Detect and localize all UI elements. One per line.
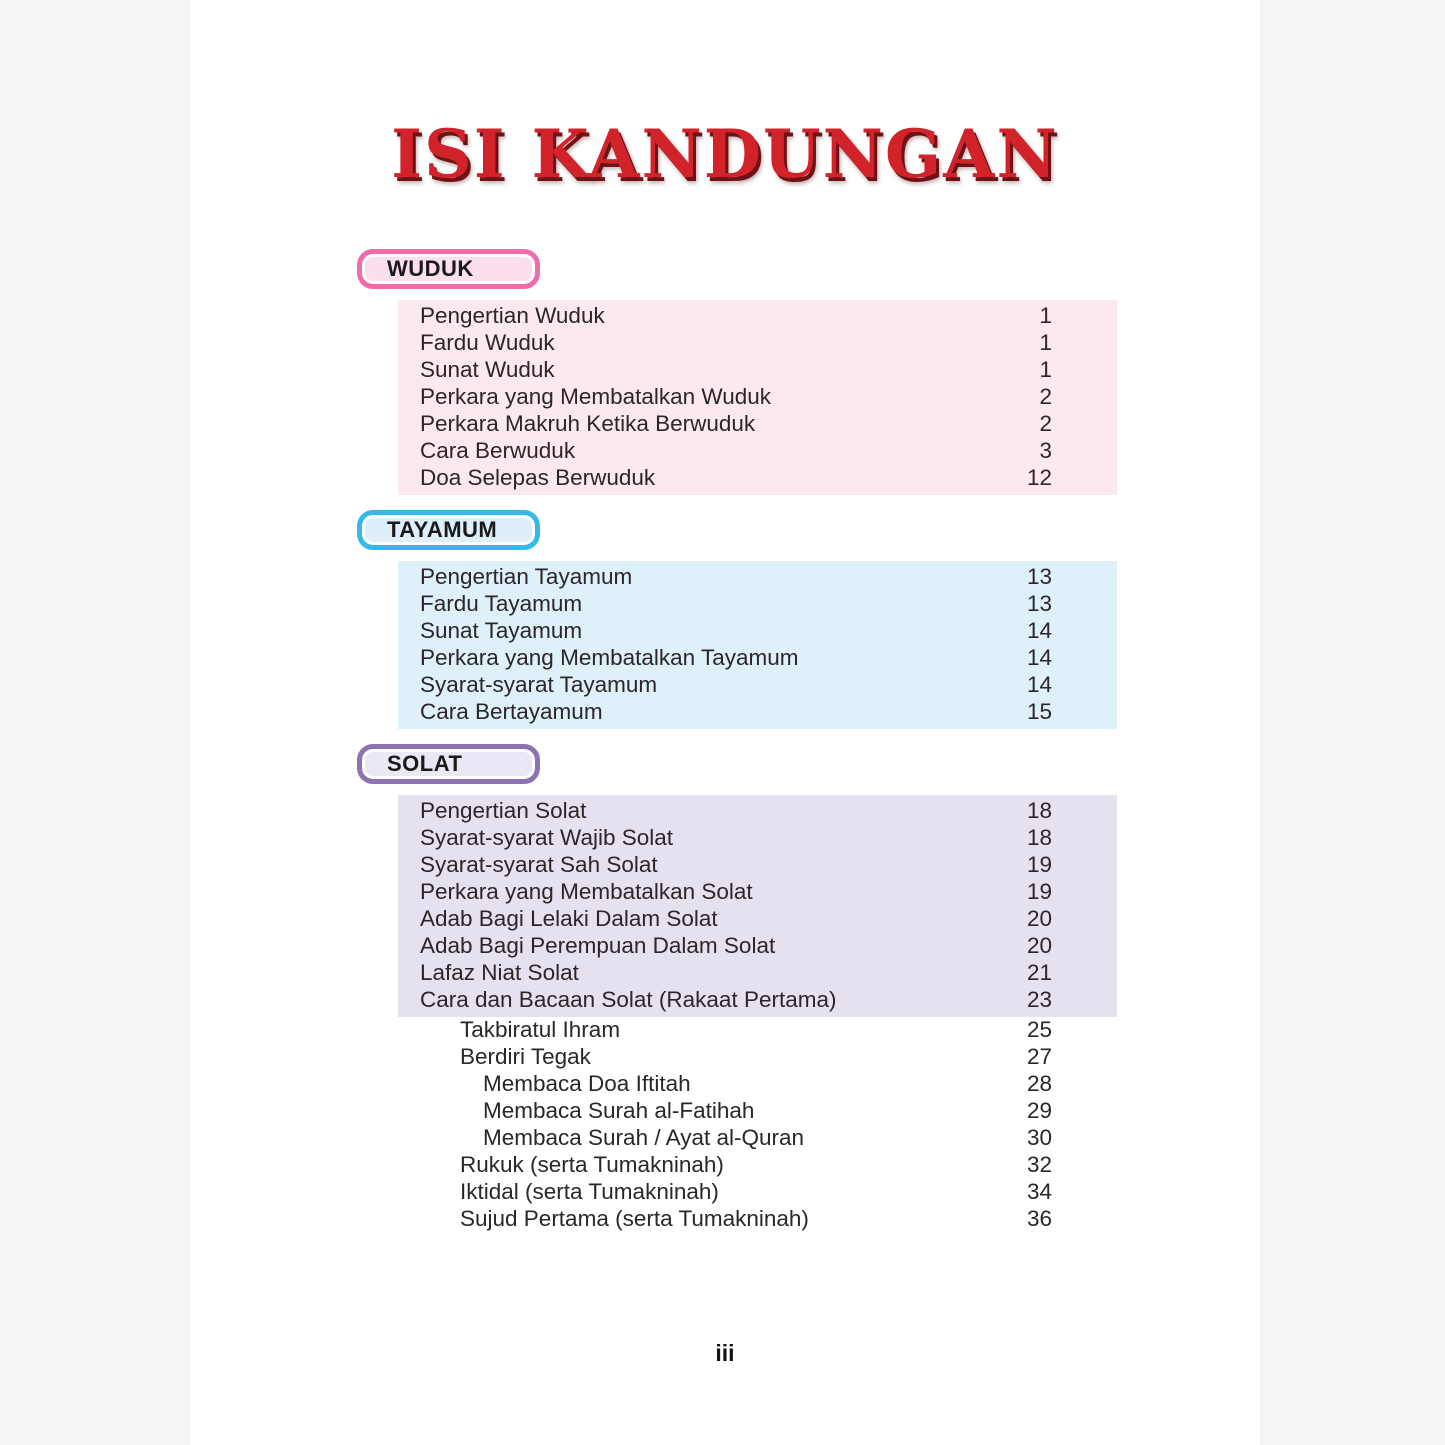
toc-entry-title: Takbiratul Ihram bbox=[460, 1017, 621, 1043]
toc-entry-page-number: 1 bbox=[1039, 303, 1052, 329]
toc-entry bbox=[398, 1017, 1117, 1044]
toc-entry bbox=[398, 564, 1117, 591]
toc-entry-title: Membaca Surah al-Fatihah bbox=[483, 1098, 755, 1124]
toc-entry-title: Fardu Tayamum bbox=[420, 591, 583, 617]
toc-entry-page-number: 29 bbox=[1026, 1098, 1052, 1124]
toc-entry bbox=[398, 933, 1117, 960]
toc-entry-title: Perkara Makruh Ketika Berwuduk bbox=[420, 411, 756, 437]
toc-entry bbox=[398, 357, 1117, 384]
toc-entry-page-number: 1 bbox=[1039, 357, 1052, 383]
toc-entry-title: Pengertian Wuduk bbox=[420, 303, 605, 329]
toc-entry-page-number: 20 bbox=[1026, 933, 1052, 959]
toc-entry-title: Pengertian Solat bbox=[420, 798, 587, 824]
toc-entry bbox=[398, 465, 1117, 492]
toc-entry-page-number: 14 bbox=[1026, 672, 1052, 698]
toc-entry-title: Rukuk (serta Tumakninah) bbox=[460, 1152, 724, 1178]
toc-entry bbox=[398, 852, 1117, 879]
toc-entry bbox=[398, 1152, 1117, 1179]
toc-entry bbox=[398, 303, 1117, 330]
toc-entry bbox=[398, 1044, 1117, 1071]
toc-entry bbox=[398, 645, 1117, 672]
section-pill-label: WUDUK bbox=[387, 255, 474, 281]
toc-entry-page-number: 13 bbox=[1026, 591, 1052, 617]
toc-entry-page-number: 19 bbox=[1026, 852, 1052, 878]
toc-entry-title: Iktidal (serta Tumakninah) bbox=[460, 1179, 719, 1205]
toc-entry bbox=[398, 1125, 1117, 1152]
section-highlight-band bbox=[398, 300, 1117, 495]
toc-entry-page-number: 2 bbox=[1039, 411, 1052, 437]
section-pill-tayamum bbox=[357, 510, 540, 550]
toc-entry-title: Sujud Pertama (serta Tumakninah) bbox=[460, 1206, 809, 1232]
section-pill-solat bbox=[357, 744, 540, 784]
toc-entry-page-number: 18 bbox=[1026, 798, 1052, 824]
toc-entry bbox=[398, 618, 1117, 645]
section-entry-list bbox=[398, 561, 1117, 729]
toc-entry-page-number: 14 bbox=[1026, 618, 1052, 644]
toc-entry bbox=[398, 1206, 1117, 1233]
toc-entry bbox=[398, 591, 1117, 618]
toc-entry-page-number: 30 bbox=[1026, 1125, 1052, 1151]
section-highlight-band bbox=[398, 561, 1117, 729]
toc-entry bbox=[398, 672, 1117, 699]
toc-entry-title: Membaca Surah / Ayat al-Quran bbox=[483, 1125, 804, 1151]
toc-entry-page-number: 19 bbox=[1026, 879, 1052, 905]
toc-entry bbox=[398, 330, 1117, 357]
toc-entry-title: Fardu Wuduk bbox=[420, 330, 555, 356]
toc-entry-title: Berdiri Tegak bbox=[460, 1044, 591, 1070]
toc-entry bbox=[398, 384, 1117, 411]
toc-entry-title: Cara dan Bacaan Solat (Rakaat Pertama) bbox=[420, 987, 837, 1013]
toc-entry-title: Membaca Doa Iftitah bbox=[483, 1071, 691, 1097]
toc-entry-title: Sunat Tayamum bbox=[420, 618, 583, 644]
toc-entry-page-number: 21 bbox=[1026, 960, 1052, 986]
toc-entry-page-number: 2 bbox=[1039, 384, 1052, 410]
toc-entry bbox=[398, 960, 1117, 987]
toc-entry bbox=[398, 438, 1117, 465]
toc-entry bbox=[398, 906, 1117, 933]
toc-entry bbox=[398, 879, 1117, 906]
section-entry-list bbox=[398, 300, 1117, 495]
book-page bbox=[190, 0, 1260, 1445]
toc-entry-page-number: 28 bbox=[1026, 1071, 1052, 1097]
toc-entry bbox=[398, 987, 1117, 1014]
toc-entry-page-number: 36 bbox=[1026, 1206, 1052, 1232]
toc-entry-page-number: 32 bbox=[1026, 1152, 1052, 1178]
section-pill-label: TAYAMUM bbox=[387, 516, 498, 542]
toc-entry bbox=[398, 411, 1117, 438]
toc-entry-title: Syarat-syarat Wajib Solat bbox=[420, 825, 674, 851]
toc-entry-title: Sunat Wuduk bbox=[420, 357, 555, 383]
section-pill-label: SOLAT bbox=[387, 750, 463, 776]
toc-entry-page-number: 1 bbox=[1039, 330, 1052, 356]
toc-entry bbox=[398, 798, 1117, 825]
toc-entry bbox=[398, 1098, 1117, 1125]
toc-entry-page-number: 12 bbox=[1026, 465, 1052, 491]
toc-entry-page-number: 25 bbox=[1026, 1017, 1052, 1043]
page-title: ISI KANDUNGAN bbox=[391, 115, 1059, 193]
toc-entry-title: Perkara yang Membatalkan Tayamum bbox=[420, 645, 799, 671]
toc-entry-page-number: 3 bbox=[1039, 438, 1052, 464]
toc-entry-page-number: 34 bbox=[1026, 1179, 1052, 1205]
toc-entry-title: Adab Bagi Lelaki Dalam Solat bbox=[420, 906, 718, 932]
page-number: iii bbox=[715, 1340, 735, 1366]
section-highlight-band bbox=[398, 795, 1117, 1017]
toc-section-tayamum bbox=[357, 510, 1260, 729]
toc-entry-title: Cara Berwuduk bbox=[420, 438, 576, 464]
toc-entry-title: Lafaz Niat Solat bbox=[420, 960, 579, 986]
toc-section-wuduk bbox=[357, 249, 1260, 495]
toc-entry-title: Perkara yang Membatalkan Solat bbox=[420, 879, 753, 905]
toc-sections bbox=[190, 249, 1260, 1233]
toc-entry-page-number: 18 bbox=[1026, 825, 1052, 851]
toc-entry bbox=[398, 825, 1117, 852]
toc-entry-page-number: 20 bbox=[1026, 906, 1052, 932]
toc-entry-title: Pengertian Tayamum bbox=[420, 564, 633, 590]
toc-entry bbox=[398, 1071, 1117, 1098]
toc-entry-page-number: 23 bbox=[1026, 987, 1052, 1013]
toc-entry-title: Syarat-syarat Sah Solat bbox=[420, 852, 658, 878]
toc-entry-title: Perkara yang Membatalkan Wuduk bbox=[420, 384, 772, 410]
section-pill-wuduk bbox=[357, 249, 540, 289]
toc-entry-title: Adab Bagi Perempuan Dalam Solat bbox=[420, 933, 776, 959]
toc-entry-title: Syarat-syarat Tayamum bbox=[420, 672, 658, 698]
toc-entry-page-number: 27 bbox=[1026, 1044, 1052, 1070]
section-entry-list bbox=[398, 795, 1117, 1233]
toc-section-solat bbox=[357, 744, 1260, 1233]
toc-entry-page-number: 15 bbox=[1026, 699, 1052, 725]
toc-entry-page-number: 14 bbox=[1026, 645, 1052, 671]
toc-entry-title: Cara Bertayamum bbox=[420, 699, 603, 725]
toc-entry bbox=[398, 1179, 1117, 1206]
toc-entry bbox=[398, 699, 1117, 726]
toc-entry-page-number: 13 bbox=[1026, 564, 1052, 590]
toc-entry-title: Doa Selepas Berwuduk bbox=[420, 465, 656, 491]
